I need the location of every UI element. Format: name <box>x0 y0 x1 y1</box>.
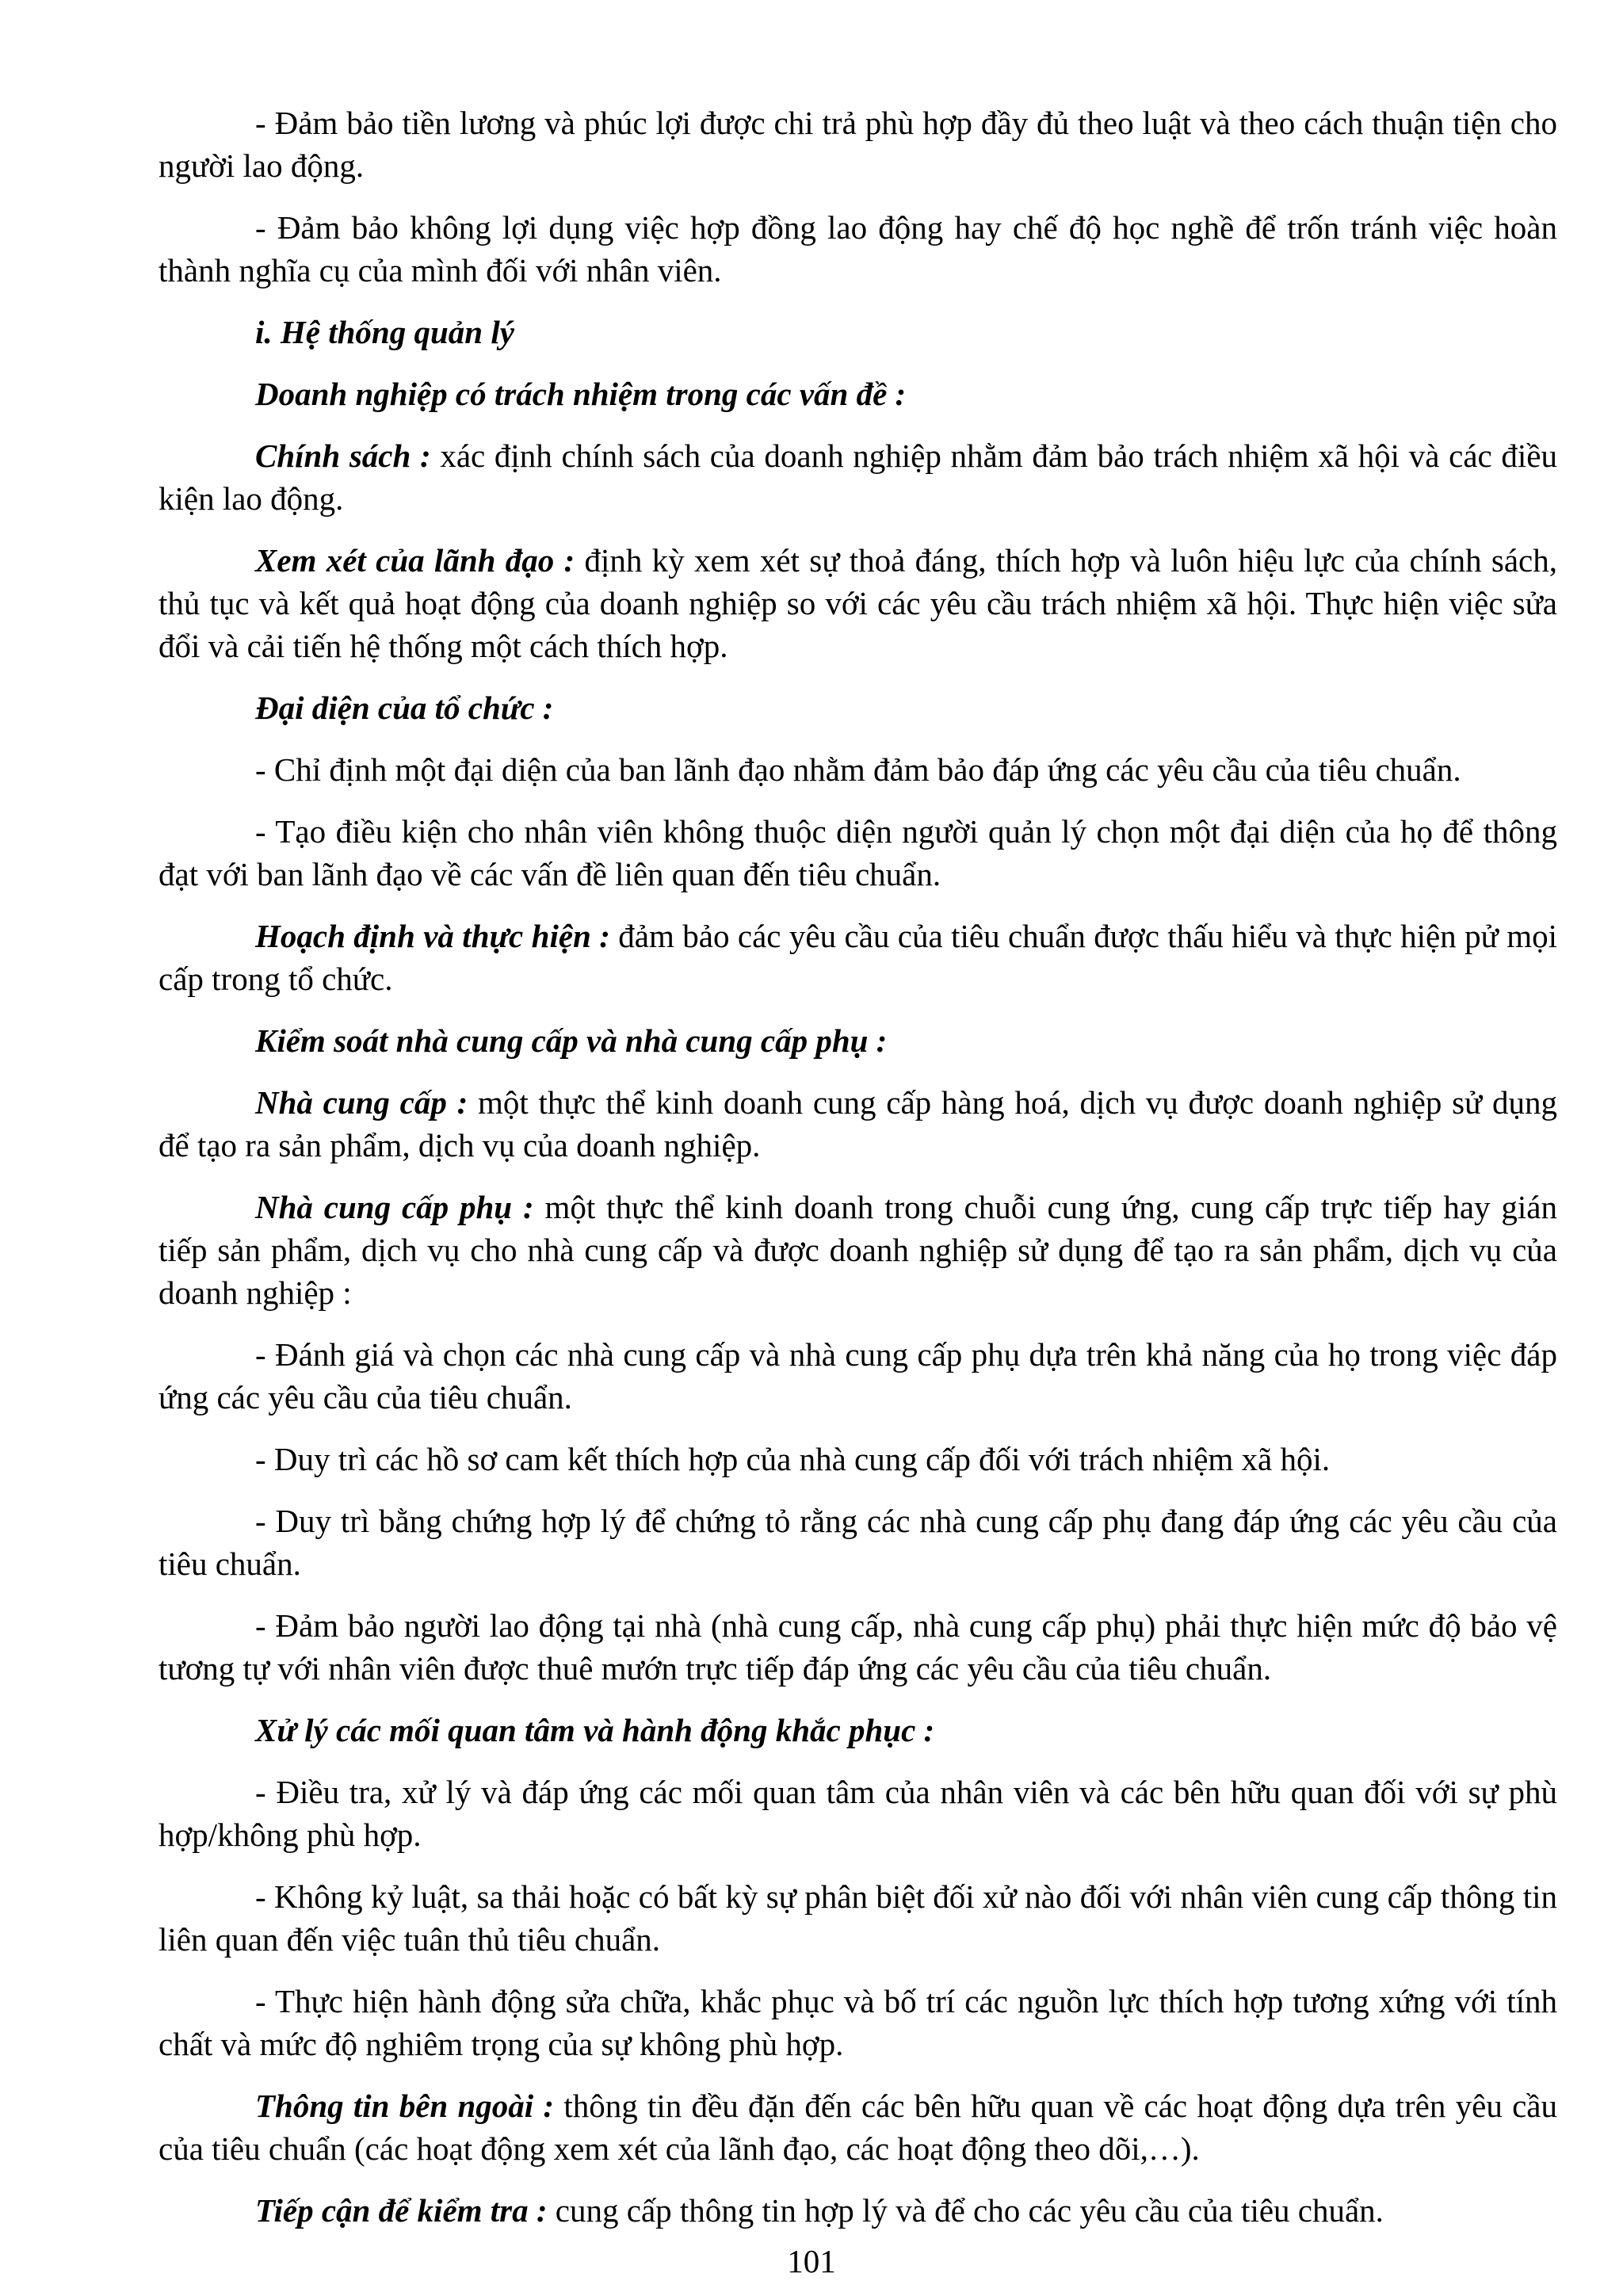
paragraph-management-review <box>158 539 1557 667</box>
paragraph-external-communication <box>158 2084 1557 2170</box>
paragraph-supplier-records: - Duy trì các hồ sơ cam kết thích hợp của nhà cung cấp đối với trách nhiệm xã hội. <box>255 1441 1331 1477</box>
document-body <box>158 101 1557 2251</box>
subcontractor-lead: Nhà cung cấp phụ : <box>255 1189 534 1225</box>
paragraph-planning <box>158 915 1557 1000</box>
paragraph-representative-2: - Tạo điều kiện cho nhân viên không thuộc diện người quản lý chọn một đại diện của họ để thông đạt với ban lãnh đạo về các vấn đề liên quan đến tiêu chuẩn. <box>158 813 1557 892</box>
subheading-representative: Đại diện của tổ chức : <box>255 690 554 726</box>
page-number: 101 <box>787 2243 836 2279</box>
planning-text: đảm bảo các yêu cầu của tiêu chuẩn được thấu hiểu và thực hiện pử mọi cấp trong tổ chức. <box>158 918 1557 997</box>
section-heading-management-system: i. Hệ thống quản lý <box>255 314 514 350</box>
paragraph-investigate: - Điều tra, xử lý và đáp ứng các mối quan tâm của nhân viên và các bên hữu quan đối với sự phù hợp/không phù hợp. <box>158 1774 1557 1853</box>
external-communication-text: thông tin đều đặn đến các bên hữu quan về các hoạt động dựa trên yêu cầu của tiêu chuẩn (các hoạt động xem xét của lãnh đạo, các hoạt động theo dõi,…). <box>158 2088 1557 2167</box>
external-communication-lead: Thông tin bên ngoài : <box>255 2088 555 2124</box>
planning-lead: Hoạch định và thực hiện : <box>255 918 610 954</box>
subheading-corrective-action: Xử lý các mối quan tâm và hành động khắc phục : <box>255 1712 935 1748</box>
paragraph-subcontractor <box>158 1186 1557 1314</box>
paragraph-policy <box>158 434 1557 520</box>
paragraph-no-discipline: - Không kỷ luật, sa thải hoặc có bất kỳ sự phân biệt đối xử nào đối với nhân viên cung cấp thông tin liên quan đến việc tuân thủ tiêu chuẩn. <box>158 1878 1557 1958</box>
paragraph-supplier <box>158 1081 1557 1167</box>
access-verification-text: cung cấp thông tin hợp lý và để cho các yêu cầu của tiêu chuẩn. <box>547 2192 1384 2229</box>
subheading-enterprise-responsibility: Doanh nghiệp có trách nhiệm trong các vấn đề : <box>255 376 907 412</box>
supplier-text: một thực thể kinh doanh cung cấp hàng hoá, dịch vụ được doanh nghiệp sử dụng để tạo ra sản phẩm, dịch vụ của doanh nghiệp. <box>158 1084 1557 1163</box>
supplier-lead: Nhà cung cấp : <box>255 1084 468 1121</box>
paragraph-access-verification <box>158 2189 1557 2232</box>
management-review-lead: Xem xét của lãnh đạo : <box>255 542 575 579</box>
subheading-supplier-control: Kiểm soát nhà cung cấp và nhà cung cấp phụ : <box>255 1022 888 1059</box>
paragraph-salary: - Đảm bảo tiền lương và phúc lợi được chi trả phù hợp đầy đủ theo luật và theo cách thuận tiện cho người lao động. <box>158 105 1557 184</box>
access-verification-lead: Tiếp cận để kiểm tra : <box>255 2192 548 2229</box>
management-review-text: định kỳ xem xét sự thoả đáng, thích hợp và luôn hiệu lực của chính sách, thủ tục và kết quả hoạt động của doanh nghiệp so với các yêu cầu trách nhiệm xã hội. Thực hiện việc sửa đổi và cải tiến hệ thống một cách thích hợp. <box>158 542 1557 664</box>
paragraph-supplier-evidence: - Duy trì bằng chứng hợp lý để chứng tỏ rằng các nhà cung cấp phụ đang đáp ứng các yêu cầu của tiêu chuẩn. <box>158 1503 1557 1582</box>
policy-lead: Chính sách : <box>255 437 431 474</box>
paragraph-representative-1: - Chỉ định một đại diện của ban lãnh đạo nhằm đảm bảo đáp ứng các yêu cầu của tiêu chuẩn. <box>255 751 1461 788</box>
subcontractor-text: một thực thể kinh doanh trong chuỗi cung ứng, cung cấp trực tiếp hay gián tiếp sản phẩm, dịch vụ cho nhà cung cấp và được doanh nghiệp sử dụng để tạo ra sản phẩm, dịch vụ của doanh nghiệp : <box>158 1189 1558 1311</box>
policy-text: xác định chính sách của doanh nghiệp nhằm đảm bảo trách nhiệm xã hội và các điều kiện lao động. <box>158 437 1557 517</box>
paragraph-labor-contract: - Đảm bảo không lợi dụng việc hợp đồng lao động hay chế độ học nghề để trốn tránh việc hoàn thành nghĩa cụ của mình đối với nhân viên. <box>158 209 1557 288</box>
paragraph-homeworkers: - Đảm bảo người lao động tại nhà (nhà cung cấp, nhà cung cấp phụ) phải thực hiện mức độ bảo vệ tương tự với nhân viên được thuê mướn trực tiếp đáp ứng các yêu cầu của tiêu chuẩn. <box>158 1607 1557 1687</box>
paragraph-corrective: - Thực hiện hành động sửa chữa, khắc phục và bố trí các nguồn lực thích hợp tương xứng với tính chất và mức độ nghiêm trọng của sự không phù hợp. <box>158 1983 1557 2062</box>
paragraph-supplier-evaluation: - Đánh giá và chọn các nhà cung cấp và nhà cung cấp phụ dựa trên khả năng của họ trong việc đáp ứng các yêu cầu của tiêu chuẩn. <box>158 1336 1557 1415</box>
